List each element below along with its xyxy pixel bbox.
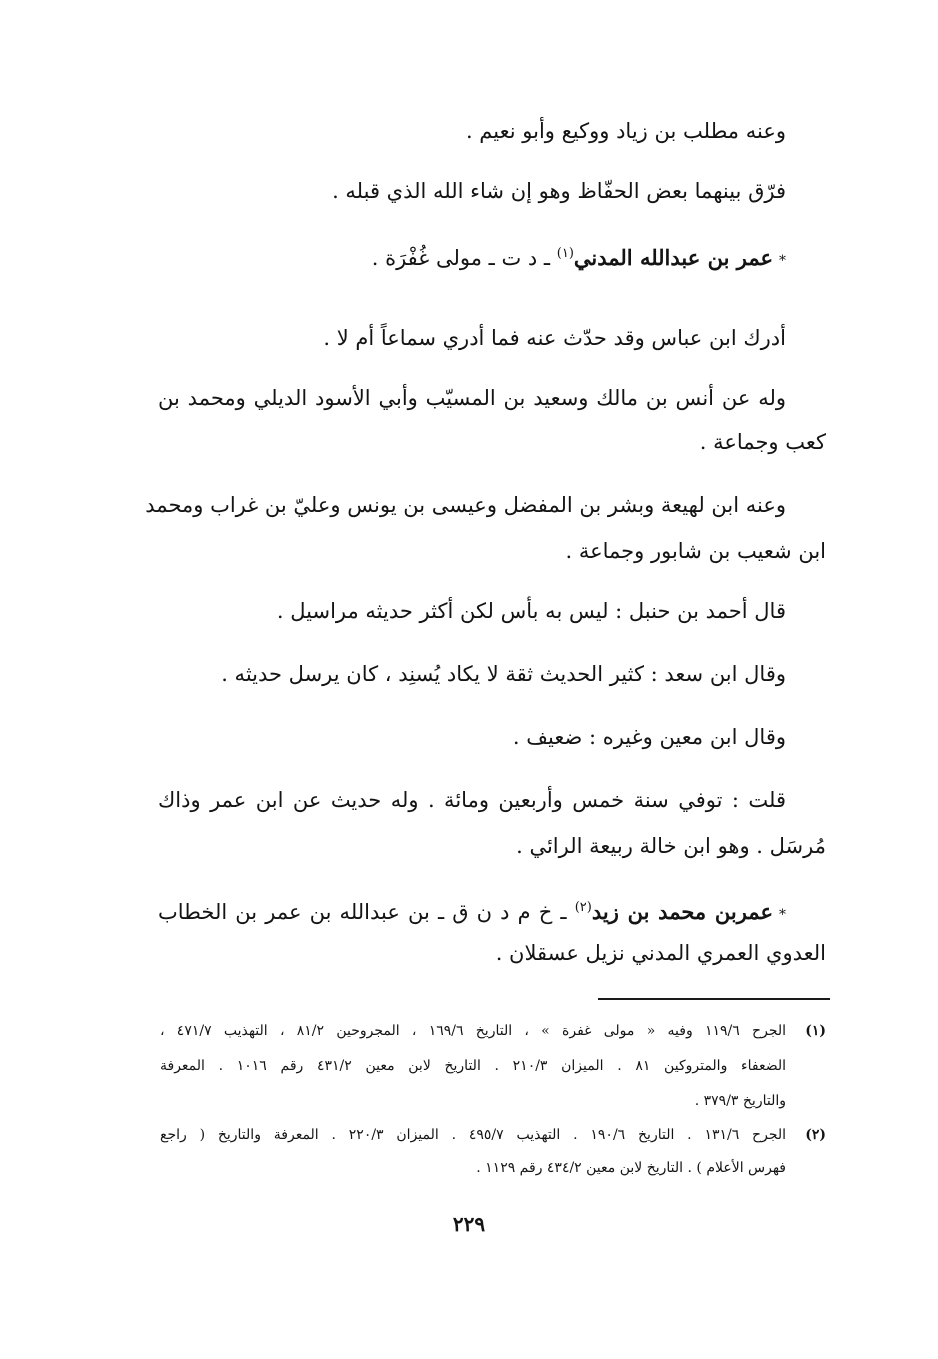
footnote-line: الجرح ١١٩/٦ وفيه « مولى غفرة » ، التاريخ ١٦٩/٦ ، المجروحين ٨١/٢ ، التهذيب ٤٧١/٧ ، [160, 1023, 787, 1039]
entry-heading-rest: ـ خ م د ن ق ـ بن عبدالله بن عمر بن الخطاب [158, 900, 575, 924]
footnote-number: (١) [805, 1023, 826, 1039]
text-line: فرّق بينهما بعض الحفّاظ وهو إن شاء الله الذي قبله . [332, 179, 786, 203]
footnote-divider [598, 998, 830, 1000]
text-line: وله عن أنس بن مالك وسعيد بن المسيّب وأبي الأسود الديلي ومحمد بن [158, 386, 786, 410]
footnote-line: والتاريخ ٣٧٩/٣ . [694, 1093, 786, 1109]
text-line: قلت : توفي سنة خمس وأربعين ومائة . وله حديث عن ابن عمر وذاك [158, 788, 786, 812]
text-line: وعنه مطلب بن زياد ووكيع وأبو نعيم . [465, 119, 786, 143]
entry-heading-rest: ـ د ت ـ مولى غُفْرَة . [371, 246, 557, 270]
footnote-ref: (٢) [574, 900, 592, 915]
text-line: وقال ابن سعد : كثير الحديث ثقة لا يكاد يُسنِد ، كان يرسل حديثه . [221, 662, 786, 686]
text-line: ابن شعيب بن شابور وجماعة . [565, 539, 826, 563]
text-line: أدرك ابن عباس وقد حدّث عنه فما أدري سماعاً أم لا . [323, 326, 786, 350]
text-line: وعنه ابن لهيعة وبشر بن المفضل وعيسى بن يونس وعليّ بن غراب ومحمد [145, 493, 786, 517]
text-line: قال أحمد بن حنبل : ليس به بأس لكن أكثر حديثه مراسيل . [276, 599, 786, 623]
narrator-name: عمربن محمد بن زيد [591, 899, 773, 924]
entry-heading [158, 893, 786, 930]
entry-marker-icon: * [779, 253, 786, 269]
footnote-line: الضعفاء والمتروكين ٨١ . الميزان ٢١٠/٣ . التاريخ لابن معين ٤٣١/٢ رقم ١٠١٦ . المعرفة [160, 1058, 786, 1074]
narrator-name: عمر بن عبدالله المدني [573, 245, 773, 270]
entry-marker-icon: * [778, 907, 786, 923]
text-line: كعب وجماعة . [699, 430, 826, 454]
text-line: العدوي العمري المدني نزيل عسقلان . [495, 941, 826, 965]
footnote-line: الجرح ١٣١/٦ . التاريخ ١٩٠/٦ . التهذيب ٤٩٥/٧ . الميزان ٢٢٠/٣ . المعرفة والتاريخ ( راجع [160, 1127, 787, 1143]
footnote-ref: (١) [556, 246, 574, 261]
entry-heading [372, 239, 786, 276]
footnote-line: فهرس الأعلام ) . التاريخ لابن معين ٤٣٤/٢ رقم ١١٢٩ . [476, 1160, 786, 1176]
page-number: ٢٢٩ [452, 1212, 486, 1236]
footnote-number: (٢) [805, 1127, 826, 1143]
text-line: مُرسَل . وهو ابن خالة ربيعة الرائي . [516, 834, 826, 858]
text-line: وقال ابن معين وغيره : ضعيف . [512, 725, 786, 749]
